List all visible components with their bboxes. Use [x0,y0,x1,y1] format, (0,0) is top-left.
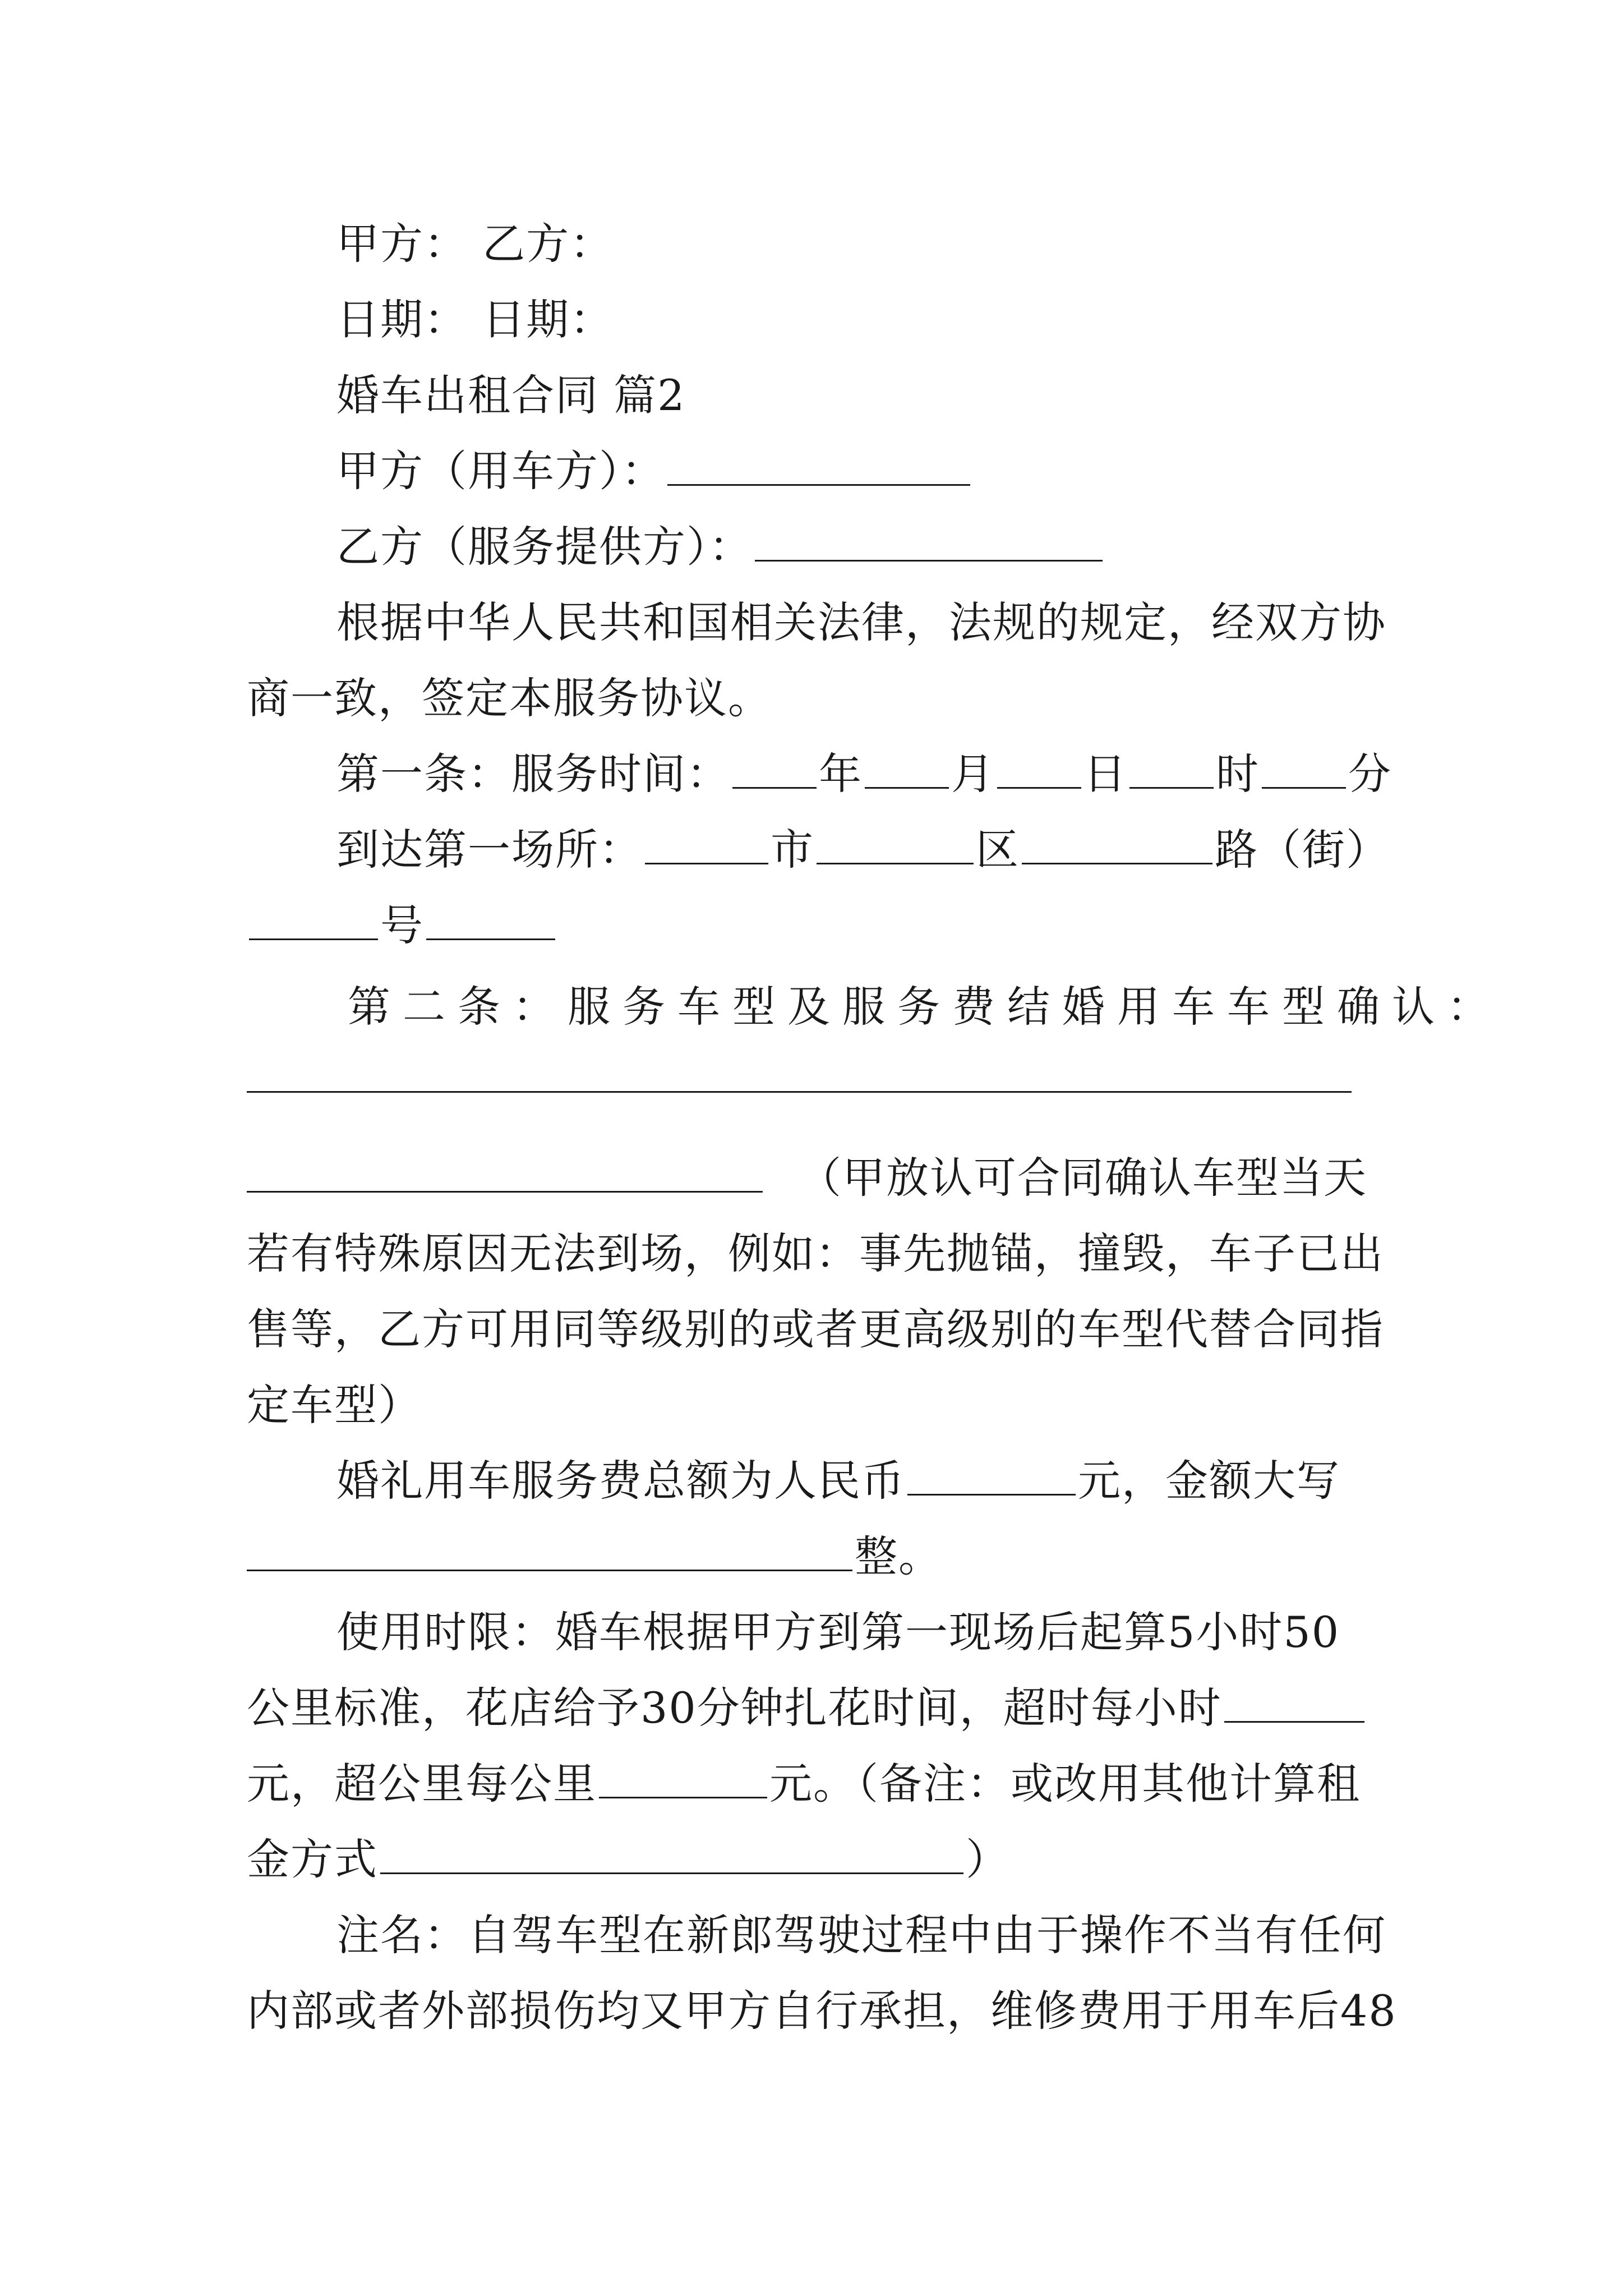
month-blank[interactable] [865,747,949,789]
substitute-text-1: 若有特殊原因无法到场，例如：事先抛锚，撞毁，车子已出 [247,1228,1384,1278]
per-km-fee-blank[interactable] [599,1756,767,1798]
year-blank[interactable] [732,747,817,789]
note-text-1: 注名：自驾车型在新郎驾驶过程中由于操作不当有任何 [336,1910,1386,1960]
party-names-line [336,216,614,272]
fee-uppercase-line [247,1529,942,1585]
party-b-line [336,519,1105,575]
note-text-2: 内部或者外部损伤均又甲方自行承担，维修费用于用车后48 [247,1986,1397,2036]
overtime-fee-blank[interactable] [1224,1681,1364,1723]
party-names-text: 甲方： 乙方： [336,219,614,269]
fee-uppercase-blank[interactable] [247,1529,852,1571]
day-blank[interactable] [997,747,1081,789]
minute-blank[interactable] [1262,747,1346,789]
party-a-blank[interactable] [667,444,970,486]
substitute-text-3: 定车型） [247,1380,422,1430]
usage-text-1: 使用时限：婚车根据甲方到第一现场后起算5小时50 [336,1607,1340,1657]
fee-uppercase-label: 整。 [855,1531,942,1581]
fee-unit-label: 元，金额大写 [1078,1456,1340,1506]
minute-label: 分 [1348,749,1392,799]
year-label: 年 [819,749,863,799]
note-line-2 [247,1983,1397,2039]
district-blank[interactable] [817,822,974,864]
preamble-line-2 [247,670,772,726]
city-label: 市 [771,825,814,875]
article-1-time-line [336,746,1392,802]
fee-line [336,1453,1340,1509]
article-2-text: 第二条：服务车型及服务费结婚用车车型确认： [348,982,1502,1032]
dates-text: 日期： 日期： [336,295,614,344]
usage-text-3b: 元。（备注：或改用其他计算租 [769,1759,1361,1809]
house-number-blank[interactable] [249,898,378,940]
alt-method-blank[interactable] [380,1832,963,1874]
usage-text-4b: ） [966,1834,1009,1884]
city-blank[interactable] [645,822,768,864]
month-label: 月 [951,749,995,799]
section-heading [336,367,686,424]
article-2-heading [348,979,1502,1035]
hour-blank[interactable] [1129,747,1214,789]
car-model-blank[interactable] [247,1151,763,1193]
usage-line-2 [247,1680,1367,1736]
substitute-line-3 [247,1377,422,1433]
district-label: 区 [976,825,1020,875]
party-b-blank[interactable] [755,519,1103,562]
dates-line [336,292,614,348]
fee-label: 婚礼用车服务费总额为人民币 [336,1456,905,1506]
section-heading-text: 婚车出租合同 篇2 [336,370,686,420]
usage-line-4 [247,1832,1009,1888]
house-number-line [247,898,557,954]
first-location-label: 到达第一场所： [336,825,643,875]
day-label: 日 [1083,749,1127,799]
preamble-line-1 [336,595,1386,651]
usage-text-3a: 元，超公里每公里 [247,1759,597,1809]
note-line-1 [336,1907,1386,1963]
preamble-text-1: 根据中华人民共和国相关法律，法规的规定，经双方协 [336,597,1386,647]
usage-text-2: 公里标准，花店给予30分钟扎花时间，超时每小时 [247,1683,1222,1733]
first-location-line [336,822,1390,878]
road-label: 路（街） [1215,825,1390,875]
house-number-label: 号 [380,900,424,950]
preamble-text-2: 商一致，签定本服务协议。 [247,673,772,723]
road-blank[interactable] [1022,822,1212,864]
fee-amount-blank[interactable] [907,1453,1076,1496]
party-a-line [336,443,972,499]
substitute-text-2: 售等，乙方可用同等级别的或者更高级别的车型代替合同指 [247,1304,1384,1354]
car-model-note: （甲放认可合同确认车型当天 [799,1153,1367,1203]
substitute-line-2 [247,1301,1384,1358]
car-model-blank-full[interactable] [247,1091,1352,1093]
usage-line-1 [336,1604,1340,1660]
article-1-label: 第一条：服务时间： [336,749,730,799]
party-a-label: 甲方（用车方）： [336,446,665,496]
usage-line-3 [247,1756,1361,1812]
substitute-line-1 [247,1226,1384,1282]
hour-label: 时 [1216,749,1260,799]
usage-text-4a: 金方式 [247,1834,378,1884]
car-model-line [247,1150,1367,1206]
party-b-label: 乙方（服务提供方）： [336,522,753,572]
house-number-extra-blank[interactable] [426,898,555,940]
